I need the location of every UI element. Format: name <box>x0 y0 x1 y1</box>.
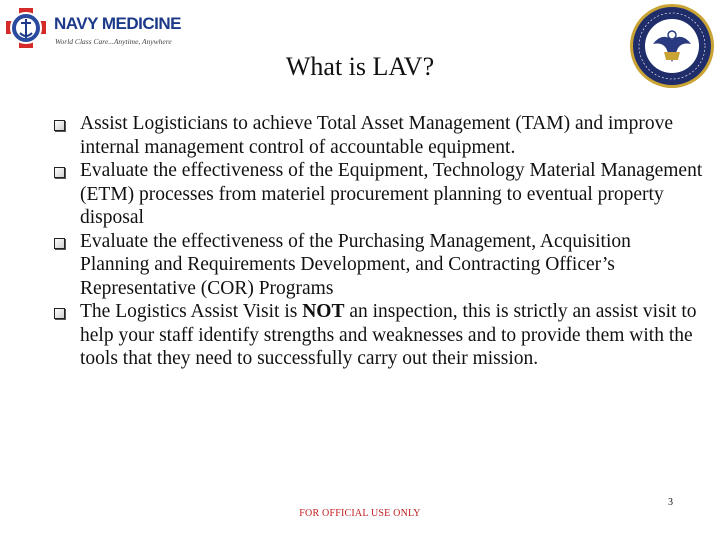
navy-medicine-emblem-icon <box>4 4 58 56</box>
bullet-text: Evaluate the effectiveness of the Equipment, Technology Material Management (ETM) processes from materiel procurement planning to eventual property disposal <box>80 160 703 228</box>
logo-title: NAVY MEDICINE <box>54 14 182 33</box>
square-bullet-icon <box>54 167 65 178</box>
square-bullet-icon <box>54 308 65 319</box>
slide-title: What is LAV? <box>285 52 435 81</box>
square-bullet-icon <box>54 120 65 131</box>
bullet-item <box>58 112 703 159</box>
bullet-item <box>58 300 703 371</box>
bullet-item <box>58 230 703 301</box>
square-bullet-icon <box>54 238 65 249</box>
footer-classification: FOR OFFICIAL USE ONLY <box>299 508 421 519</box>
bullet-list <box>58 112 703 371</box>
page-number: 3 <box>668 497 673 508</box>
bullet-text: Evaluate the effectiveness of the Purchasing Management, Acquisition Planning and Requirements Development, and Contracting Officer’s Representative (COR) Programs <box>80 230 631 299</box>
bullet-text: The Logistics Assist Visit is <box>80 301 303 322</box>
logo-tagline: World Class Care...Anytime, Anywhere <box>55 37 172 46</box>
bullet-text: Assist Logisticians to achieve Total Asset Management (TAM) and improve internal management control of accountable equipment. <box>80 113 673 158</box>
bullet-item <box>58 159 703 230</box>
navy-medicine-logo <box>4 4 182 56</box>
bullet-text-continued: an inspection, this is strictly an assist visit to help your staff identify strengths and weaknesses and to provide them with the tools that they need to successfully carry out their mission. <box>80 301 697 369</box>
bullet-emphasis: NOT <box>302 301 345 322</box>
